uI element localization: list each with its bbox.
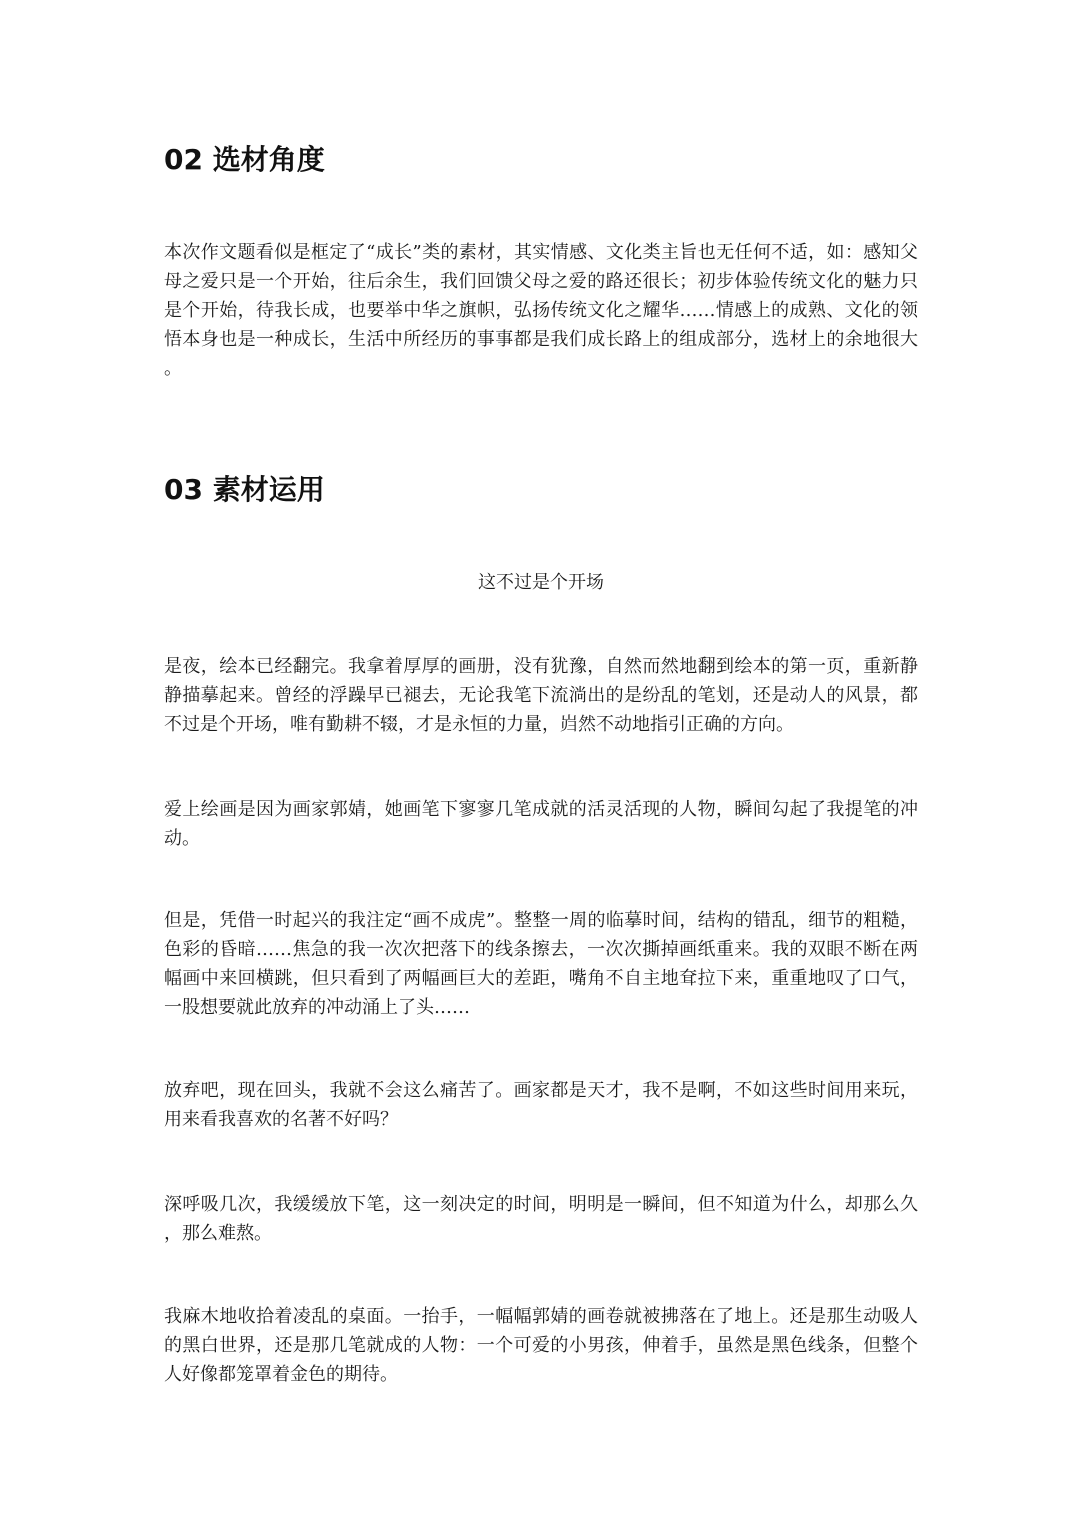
selection-angle-paragraph: 本次作文题看似是框定了“成长”类的素材，其实情感、文化类主旨也无任何不适，如：感知父母之爱只是一个开始，往后余生，我们回馈父母之爱的路还很长；初步体验传统文化的魅力只是个开始，待我长成，也要举中华之旗帜，弘扬传统文化之耀华……情感上的成熟、文化的领悟本身也是一种成长，生活中所经历的事事都是我们成长路上的组成部分，选材上的余地很大。 bbox=[164, 242, 918, 379]
essay-paragraph: 爱上绘画是因为画家郭婧，她画笔下寥寥几笔成就的活灵活现的人物，瞬间勾起了我提笔的冲动。 bbox=[164, 799, 918, 849]
essay-paragraph: 是夜，绘本已经翻完。我拿着厚厚的画册，没有犹豫，自然而然地翻到绘本的第一页，重新静静描摹起来。曾经的浮躁早已褪去，无论我笔下流淌出的是纷乱的笔划，还是动人的风景，都不过是个开场，唯有勤耕不辍，才是永恒的力量，岿然不动地指引正确的方向。 bbox=[164, 656, 918, 735]
essay-paragraph: 但是，凭借一时起兴的我注定“画不成虎”。整整一周的临摹时间，结构的错乱，细节的粗糙，色彩的昏暗……焦急的我一次次把落下的线条擦去，一次次撕掉画纸重来。我的双眼不断在两幅画中来回横跳，但只看到了两幅画巨大的差距，嘴角不自主地耷拉下来，重重地叹了口气，一股想要就此放弃的冲动涌上了头…… bbox=[164, 910, 918, 1018]
section-heading-02: 02 选材角度 bbox=[164, 143, 325, 176]
section-heading-03: 03 素材运用 bbox=[164, 473, 325, 506]
essay-paragraph: 深呼吸几次，我缓缓放下笔，这一刻决定的时间，明明是一瞬间，但不知道为什么，却那么久，那么难熬。 bbox=[164, 1194, 918, 1244]
essay-paragraph: 我麻木地收拾着凌乱的桌面。一抬手，一幅幅郭婧的画卷就被拂落在了地上。还是那生动吸人的黑白世界，还是那几笔就成的人物：一个可爱的小男孩，伸着手，虽然是黑色线条，但整个人好像都笼罩着金色的期待。 bbox=[164, 1306, 918, 1385]
essay-paragraph: 放弃吧，现在回头，我就不会这么痛苦了。画家都是天才，我不是啊，不如这些时间用来玩，用来看我喜欢的名著不好吗？ bbox=[164, 1080, 918, 1130]
essay-title: 这不过是个开场 bbox=[478, 572, 604, 593]
